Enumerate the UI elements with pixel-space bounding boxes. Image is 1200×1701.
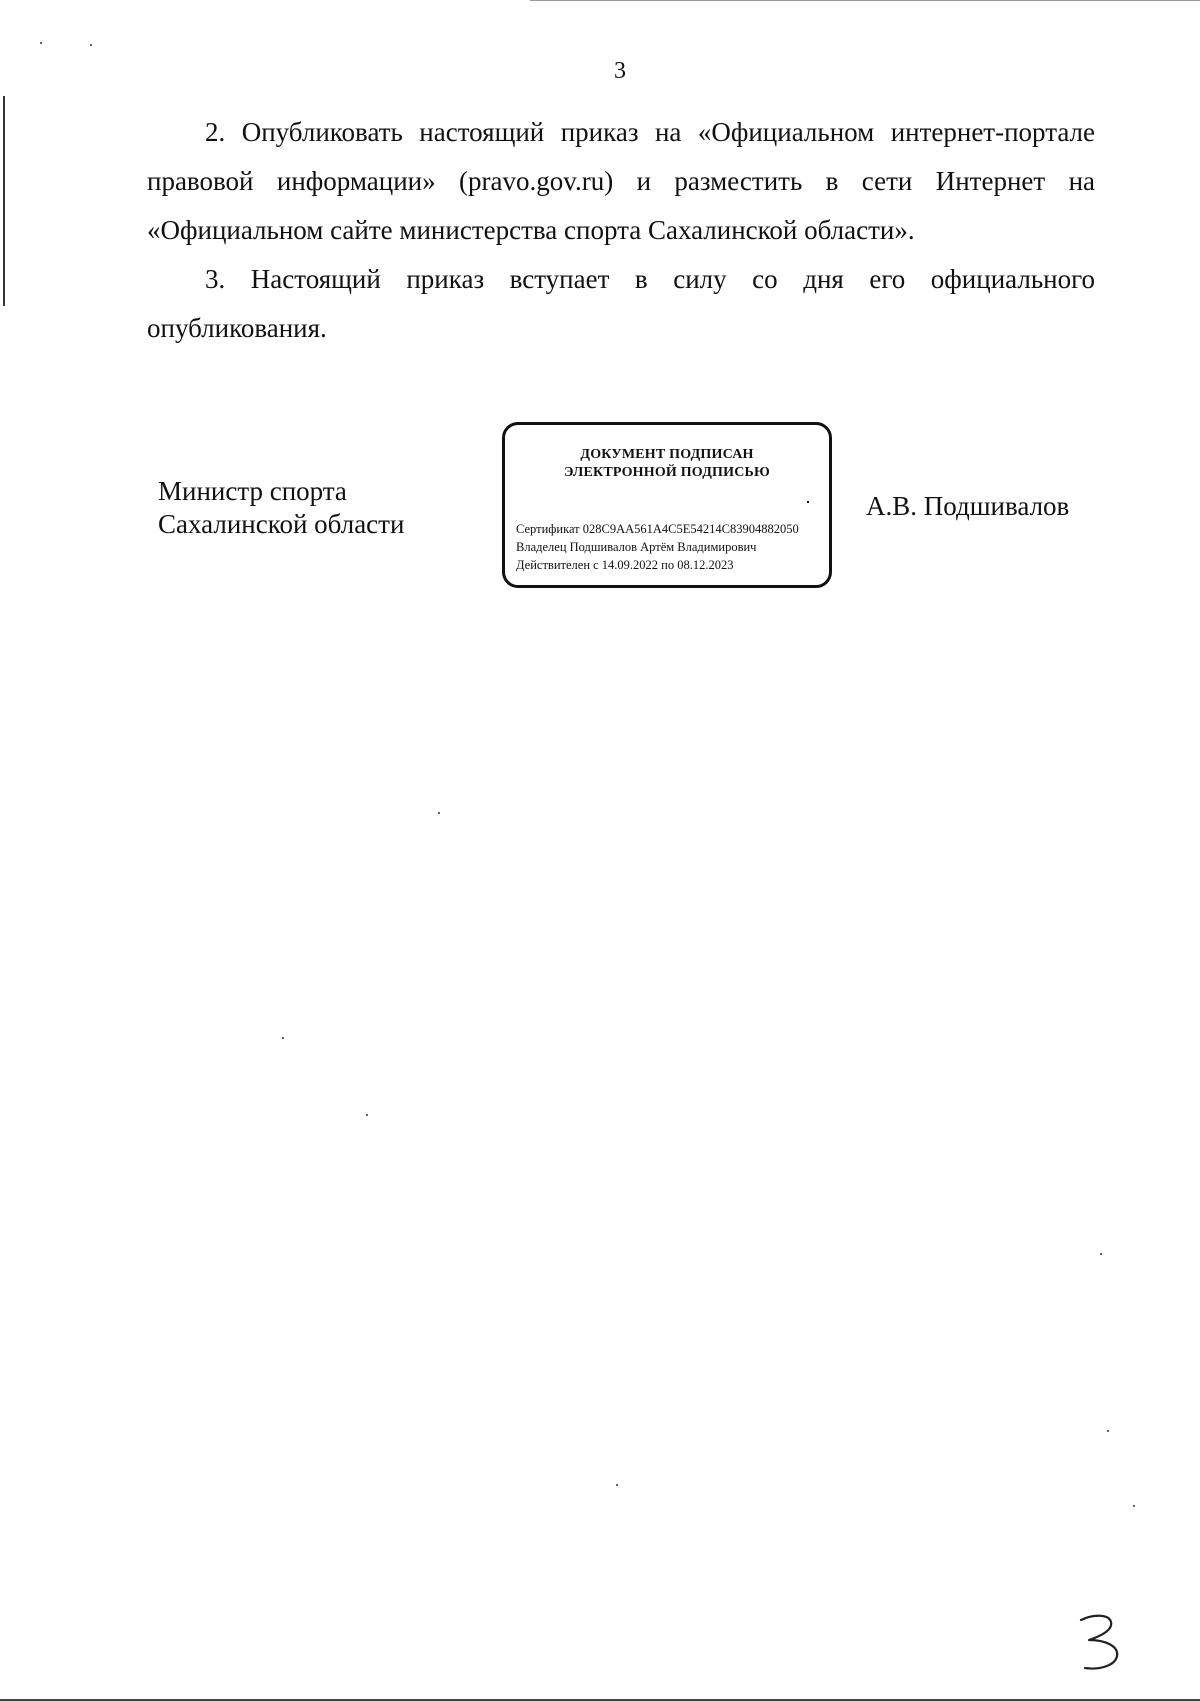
scan-top-edge (530, 0, 1200, 1)
scan-speck (1107, 1430, 1109, 1432)
scan-speck (1100, 1253, 1102, 1255)
signatory-name: А.В. Подшивалов (866, 491, 1070, 521)
scan-speck (438, 812, 440, 814)
stamp-title-line1: ДОКУМЕНТ ПОДПИСАН (580, 447, 754, 462)
signatory-position (158, 475, 404, 541)
stamp-speck (807, 501, 809, 503)
stamp-title-line2: ЭЛЕКТРОННОЙ ПОДПИСЬЮ (564, 465, 770, 480)
scan-speck (40, 42, 42, 44)
stamp-validity: Действителен с 14.09.2022 по 08.12.2023 (516, 558, 734, 572)
stamp-details (516, 520, 799, 574)
stamp-owner: Владелец Подшивалов Артём Владимирович (516, 540, 757, 554)
page-number: 3 (614, 58, 626, 84)
scan-speck (282, 1037, 284, 1039)
scan-speck (366, 1114, 368, 1116)
signatory-position-line2: Сахалинской области (158, 509, 405, 539)
electronic-signature-stamp (502, 422, 832, 588)
scan-left-margin-mark (3, 96, 5, 306)
document-body (147, 108, 1095, 353)
paragraph-publication: 2. Опубликовать настоящий приказ на «Официальном интернет-портале правовой информации» (pravo.gov.ru) и разместить в сети Интернет на «Официальном сайте министерства спорта Сахалинской области». (147, 117, 1095, 245)
signatory-position-line1: Министр спорта (158, 476, 347, 506)
scan-speck (1133, 1505, 1135, 1507)
scan-speck (616, 1484, 618, 1486)
paragraph-effective-date: 3. Настоящий приказ вступает в силу со дня его официального опубликования. (147, 264, 1095, 343)
stamp-certificate: Сертификат 028C9AA561A4C5E54214C83904882050 (516, 522, 799, 536)
handwritten-three-icon (1075, 1612, 1125, 1674)
stamp-title (505, 446, 829, 482)
scan-speck (90, 44, 92, 46)
